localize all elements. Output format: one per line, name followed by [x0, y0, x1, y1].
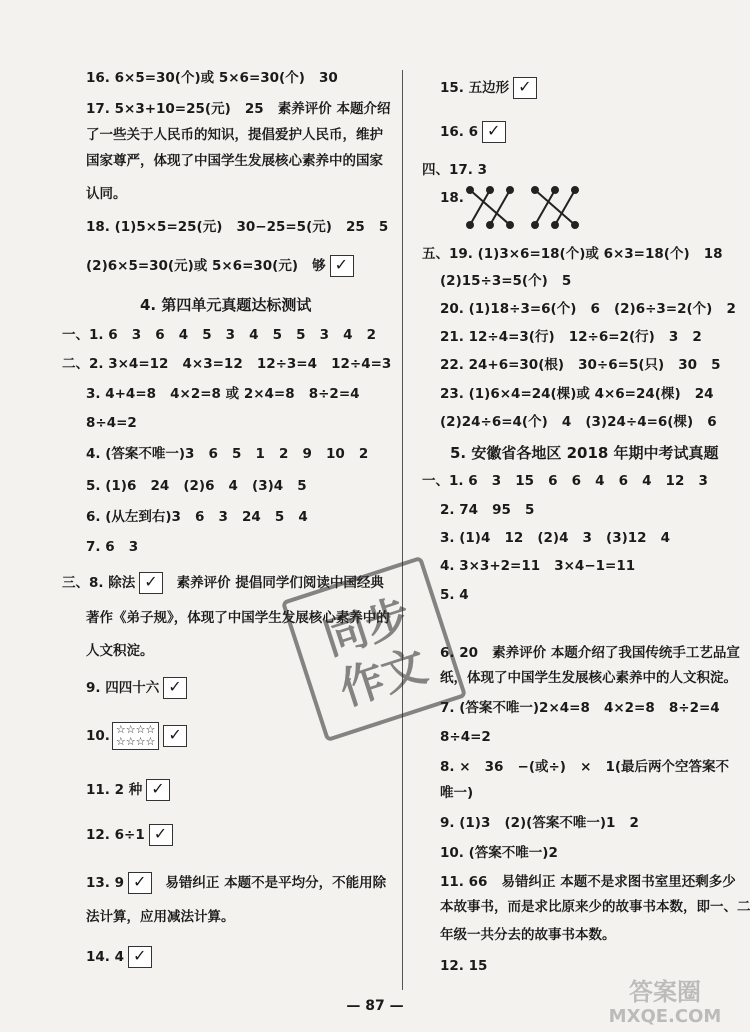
check-icon — [482, 121, 506, 143]
check-icon — [146, 779, 170, 801]
answer-line: 10. ☆☆☆☆ ☆☆☆☆ ✓ — [86, 722, 191, 750]
answer-line: 3. 4+4=8 4×2=8 或 2×4=8 8÷2=4 — [86, 386, 360, 402]
check-icon — [149, 824, 173, 846]
answer-line: 16. 6×5=30(个)或 5×6=30(个) 30 — [86, 70, 338, 86]
answer-line: 4. (答案不唯一)3 6 5 1 2 9 10 2 — [86, 446, 369, 462]
section-title: 4. 第四单元真题达标测试 — [140, 296, 312, 314]
answer-line: 9. 四四十六 ✓ — [86, 677, 191, 699]
check-icon — [128, 872, 152, 894]
answer-line: 唯一) — [440, 785, 474, 801]
answer-line: 15. 五边形 ✓ — [440, 77, 541, 99]
answer-line: 16. 6 ✓ — [440, 121, 510, 143]
svg-text:答案圈: 答案圈 — [629, 978, 701, 1006]
answer-line: 6. 20 素养评价 本题介绍了我国传统手工艺品宣 — [440, 645, 740, 661]
answer-line: 11. 2 种 ✓ — [86, 779, 174, 801]
tag-error: 易错纠正 — [501, 874, 556, 890]
tag-error: 易错纠正 — [165, 875, 220, 891]
answer-line: (2)24÷6=4(个) 4 (3)24÷4=6(棵) 6 — [440, 414, 717, 430]
answer-line: 12. 6÷1 ✓ — [86, 824, 177, 846]
answer-line: 了一些关于人民币的知识，提倡爱护人民币，维护 — [86, 127, 383, 143]
answer-line: 23. (1)6×4=24(棵)或 4×6=24(棵) 24 — [440, 386, 714, 402]
answer-line: 14. 4 ✓ — [86, 946, 156, 968]
check-icon — [163, 677, 187, 699]
answer-line: 人文积淀。 — [86, 643, 154, 659]
answer-line: 18. (1)5×5=25(元) 30−25=5(元) 25 5 — [86, 219, 389, 235]
tag-literacy: 素养评价 — [277, 101, 332, 117]
answer-line: 10. (答案不唯一)2 — [440, 845, 558, 861]
answer-line: 著作《弟子规》，体现了中国学生发展核心素养中的 — [86, 610, 390, 626]
stars-figure: ☆☆☆☆ ☆☆☆☆ — [112, 722, 159, 750]
answer-line: 四、17. 3 — [422, 162, 488, 178]
page-number: — 87 — — [346, 998, 404, 1014]
check-icon — [163, 725, 187, 747]
svg-text:同步: 同步 — [317, 589, 417, 666]
answer-line: 认同。 — [86, 186, 127, 202]
answer-line: 18. — [440, 190, 464, 206]
answer-line: 国家尊严，体现了中国学生发展核心素养中的国家 — [86, 153, 383, 169]
watermark-logo — [590, 972, 740, 1028]
answer-line: 20. (1)18÷3=6(个) 6 (2)6÷3=2(个) 2 — [440, 301, 736, 317]
column-divider — [402, 70, 403, 990]
answer-line: 2. 74 95 5 — [440, 502, 535, 518]
answer-line: 五、19. (1)3×6=18(个)或 6×3=18(个) 18 — [422, 246, 723, 262]
answer-line: 三、8. 除法 ✓ 素养评价 提倡同学们阅读中国经典 — [62, 572, 384, 594]
answer-line: 一、1. 6 3 15 6 6 4 6 4 12 3 — [422, 473, 708, 489]
answer-line: 一、1. 6 3 6 4 5 3 4 5 5 3 4 2 — [62, 327, 377, 343]
answer-line: 5. 4 — [440, 587, 469, 603]
answer-line: 8. × 36 −(或÷) × 1(最后两个空答案不 — [440, 759, 730, 775]
check-icon — [330, 255, 354, 277]
answer-line: 9. (1)3 (2)(答案不唯一)1 2 — [440, 815, 639, 831]
check-icon — [128, 946, 152, 968]
section-title: 5. 安徽省各地区 2018 年期中考试真题 — [450, 444, 719, 462]
answer-line: 7. 6 3 — [86, 539, 139, 555]
answer-line: 3. (1)4 12 (2)4 3 (3)12 4 — [440, 530, 671, 546]
answer-line: 8÷4=2 — [440, 729, 491, 745]
answer-line: 纸，体现了中国学生发展核心素养中的人文积淀。 — [440, 670, 737, 686]
answer-line: 法计算，应用减法计算。 — [86, 909, 235, 925]
tag-literacy: 素养评价 — [492, 645, 547, 661]
answer-line: 年级一共分去的故事书本数。 — [440, 927, 616, 943]
answer-line: (2)15÷3=5(个) 5 — [440, 273, 572, 289]
svg-text:MXQE.COM: MXQE.COM — [608, 1006, 722, 1027]
answer-line: 8÷4=2 — [86, 415, 137, 431]
svg-text:作文: 作文 — [333, 640, 434, 716]
matching-lines-figure — [465, 185, 595, 230]
answer-line: 本故事书，而是求比原来少的故事书本数，即一、二 — [440, 899, 750, 915]
check-icon — [139, 572, 163, 594]
answer-line: 21. 12÷4=3(行) 12÷6=2(行) 3 2 — [440, 329, 702, 345]
answer-line: 12. 15 — [440, 958, 488, 974]
answer-line: 4. 3×3+2=11 3×4−1=11 — [440, 558, 636, 574]
answer-line: 17. 5×3+10=25(元) 25 素养评价 本题介绍 — [86, 101, 391, 117]
check-icon — [513, 77, 537, 99]
answer-line: 二、2. 3×4=12 4×3=12 12÷3=4 12÷4=3 — [62, 356, 392, 372]
answer-line: 7. (答案不唯一)2×4=8 4×2=8 8÷2=4 — [440, 700, 720, 716]
answer-line: 22. 24+6=30(根) 30÷6=5(只) 30 5 — [440, 357, 721, 373]
answer-line: 5. (1)6 24 (2)6 4 (3)4 5 — [86, 478, 307, 494]
answer-line: 6. (从左到右)3 6 3 24 5 4 — [86, 509, 308, 525]
answer-line: 13. 9 ✓ 易错纠正 本题不是平均分，不能用除 — [86, 872, 386, 894]
answer-line: (2)6×5=30(元)或 5×6=30(元) 够 ✓ — [86, 255, 358, 277]
tag-literacy: 素养评价 — [176, 575, 231, 591]
answer-line: 11. 66 易错纠正 本题不是求图书室里还剩多少 — [440, 874, 736, 890]
